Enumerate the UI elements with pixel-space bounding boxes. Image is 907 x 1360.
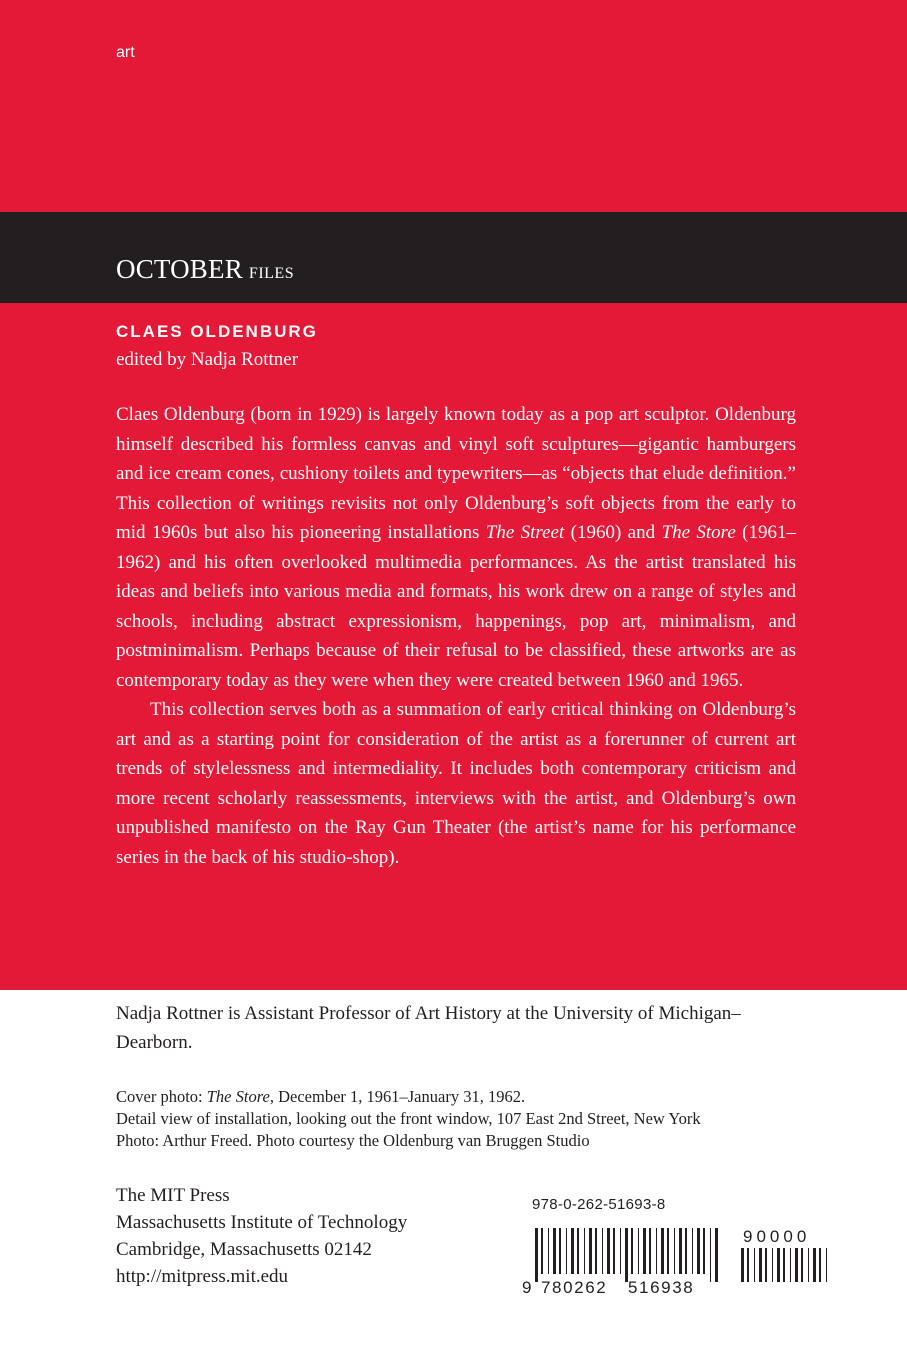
barcode-digits-right: 516938 bbox=[628, 1278, 695, 1296]
barcode-bar bbox=[607, 1228, 610, 1274]
barcode-bar bbox=[667, 1228, 669, 1274]
barcode-bar bbox=[819, 1248, 821, 1282]
publisher-institution: Massachusetts Institute of Technology bbox=[116, 1212, 408, 1233]
publisher-url: http://mitpress.mit.edu bbox=[116, 1266, 289, 1287]
publisher-name: The MIT Press bbox=[116, 1185, 230, 1206]
photo-credits bbox=[116, 1086, 816, 1152]
barcode-bar bbox=[559, 1228, 561, 1274]
barcode-digit-first: 9 bbox=[522, 1278, 532, 1296]
barcode-bar bbox=[783, 1248, 785, 1282]
credit-line-3: Photo: Arthur Freed. Photo courtesy the Oldenburg van Bruggen Studio bbox=[116, 1131, 590, 1150]
barcode-bar bbox=[548, 1228, 549, 1274]
barcode-bar bbox=[553, 1228, 556, 1274]
publisher-block bbox=[116, 1182, 407, 1290]
barcode-bar bbox=[535, 1228, 538, 1282]
description-paragraph-1: Claes Oldenburg (born in 1929) is largely known today as a pop art sculptor. Oldenburg himself described his formless canvas and vinyl soft sculptures—gigantic hamburgers and ice cream cones, cushiony toilets and typewriters—as “objects that elude definition.” This collection of writings revisits not only Oldenburg’s soft objects from the early to mid 1960s but also his pioneering installations The Street (1960) and The Store (1961–1962) and his often overlooked multimedia performances. As the artist translated his ideas and beliefs into various media and formats, his work drew on a range of styles and schools, including abstract expressionism, happenings, pop art, minimalism, and postminimalism. Perhaps because of their refusal to be classified, these artworks are as contemporary today as they were when they were created between 1960 and 1965. bbox=[116, 404, 797, 691]
publisher-city: Cambridge, Massachusetts 02142 bbox=[116, 1239, 372, 1260]
barcode-bar bbox=[577, 1228, 579, 1274]
barcode-bar bbox=[679, 1228, 682, 1274]
isbn-number: 978-0-262-51693-8 bbox=[532, 1196, 666, 1213]
barcode-bar bbox=[765, 1248, 767, 1282]
barcode-bar bbox=[656, 1228, 657, 1274]
barcode-bar bbox=[715, 1228, 718, 1282]
barcode-bar bbox=[795, 1248, 798, 1282]
barcode-bar bbox=[613, 1228, 615, 1274]
barcode-bar bbox=[808, 1248, 809, 1282]
book-description bbox=[116, 400, 796, 872]
barcode-addon-digits: 90000 bbox=[743, 1227, 811, 1246]
book-editor: edited by Nadja Rottner bbox=[116, 349, 299, 370]
barcode-bar bbox=[661, 1228, 664, 1274]
barcode-bar bbox=[710, 1228, 711, 1282]
barcode-bar bbox=[571, 1228, 574, 1274]
barcode-bar bbox=[674, 1228, 675, 1274]
barcode-bar bbox=[777, 1248, 780, 1282]
description-paragraph-2: This collection serves both as a summation of early critical thinking on Oldenburg’s art and as a starting point for consideration of the artist as a forerunner of current art trends of stylelessness and intermediality. It includes both contemporary criticism and more recent scholarly reassessments, interviews with the artist, and Oldenburg’s own unpublished manifesto on the Ray Gun Theater (the artist’s name for his performance series in the back of his studio-shop). bbox=[116, 699, 796, 868]
barcode-bar bbox=[638, 1228, 639, 1274]
barcode-bar bbox=[826, 1248, 827, 1282]
barcode-bar bbox=[813, 1248, 816, 1282]
barcode-main-bars bbox=[535, 1228, 718, 1282]
barcode-bar bbox=[595, 1228, 597, 1274]
barcode-bar bbox=[685, 1228, 687, 1274]
title-the-store: The Store bbox=[661, 522, 736, 543]
barcode-bar bbox=[589, 1228, 592, 1274]
barcode-bar bbox=[697, 1228, 700, 1274]
barcode-bar bbox=[602, 1228, 603, 1274]
barcode-bar bbox=[541, 1228, 543, 1274]
barcode-bar bbox=[801, 1248, 803, 1282]
barcode-bar bbox=[643, 1228, 646, 1274]
barcode bbox=[521, 1226, 831, 1296]
book-author: CLAES OLDENBURG bbox=[116, 322, 318, 341]
barcode-bar bbox=[625, 1228, 628, 1282]
top-red-panel bbox=[0, 0, 907, 212]
series-title bbox=[116, 254, 294, 285]
credit-line-2: Detail view of installation, looking out the front window, 107 East 2nd Street, New York bbox=[116, 1109, 701, 1128]
series-suffix: FILES bbox=[248, 265, 295, 282]
barcode-bar bbox=[649, 1228, 651, 1274]
barcode-bar bbox=[584, 1228, 585, 1274]
barcode-bar bbox=[772, 1248, 773, 1282]
barcode-bar bbox=[741, 1248, 744, 1282]
series-main: OCTOBER bbox=[116, 254, 243, 284]
category-label: art bbox=[116, 44, 135, 61]
barcode-bar bbox=[692, 1228, 693, 1274]
barcode-bar bbox=[620, 1228, 621, 1274]
barcode-digits-left: 780262 bbox=[541, 1278, 608, 1296]
barcode-bar bbox=[566, 1228, 567, 1274]
barcode-bar bbox=[790, 1248, 791, 1282]
barcode-bar bbox=[747, 1248, 749, 1282]
barcode-bar bbox=[754, 1248, 755, 1282]
barcode-bar bbox=[631, 1228, 633, 1274]
barcode-addon-bars bbox=[741, 1248, 827, 1282]
barcode-bar bbox=[703, 1228, 705, 1274]
title-the-street: The Street bbox=[485, 522, 565, 543]
credit-line-1: Cover photo: The Store, December 1, 1961–January 31, 1962. bbox=[116, 1087, 526, 1106]
barcode-bar bbox=[759, 1248, 762, 1282]
editor-bio: Nadja Rottner is Assistant Professor of Art History at the University of Michigan–Dearborn. bbox=[116, 1003, 741, 1053]
